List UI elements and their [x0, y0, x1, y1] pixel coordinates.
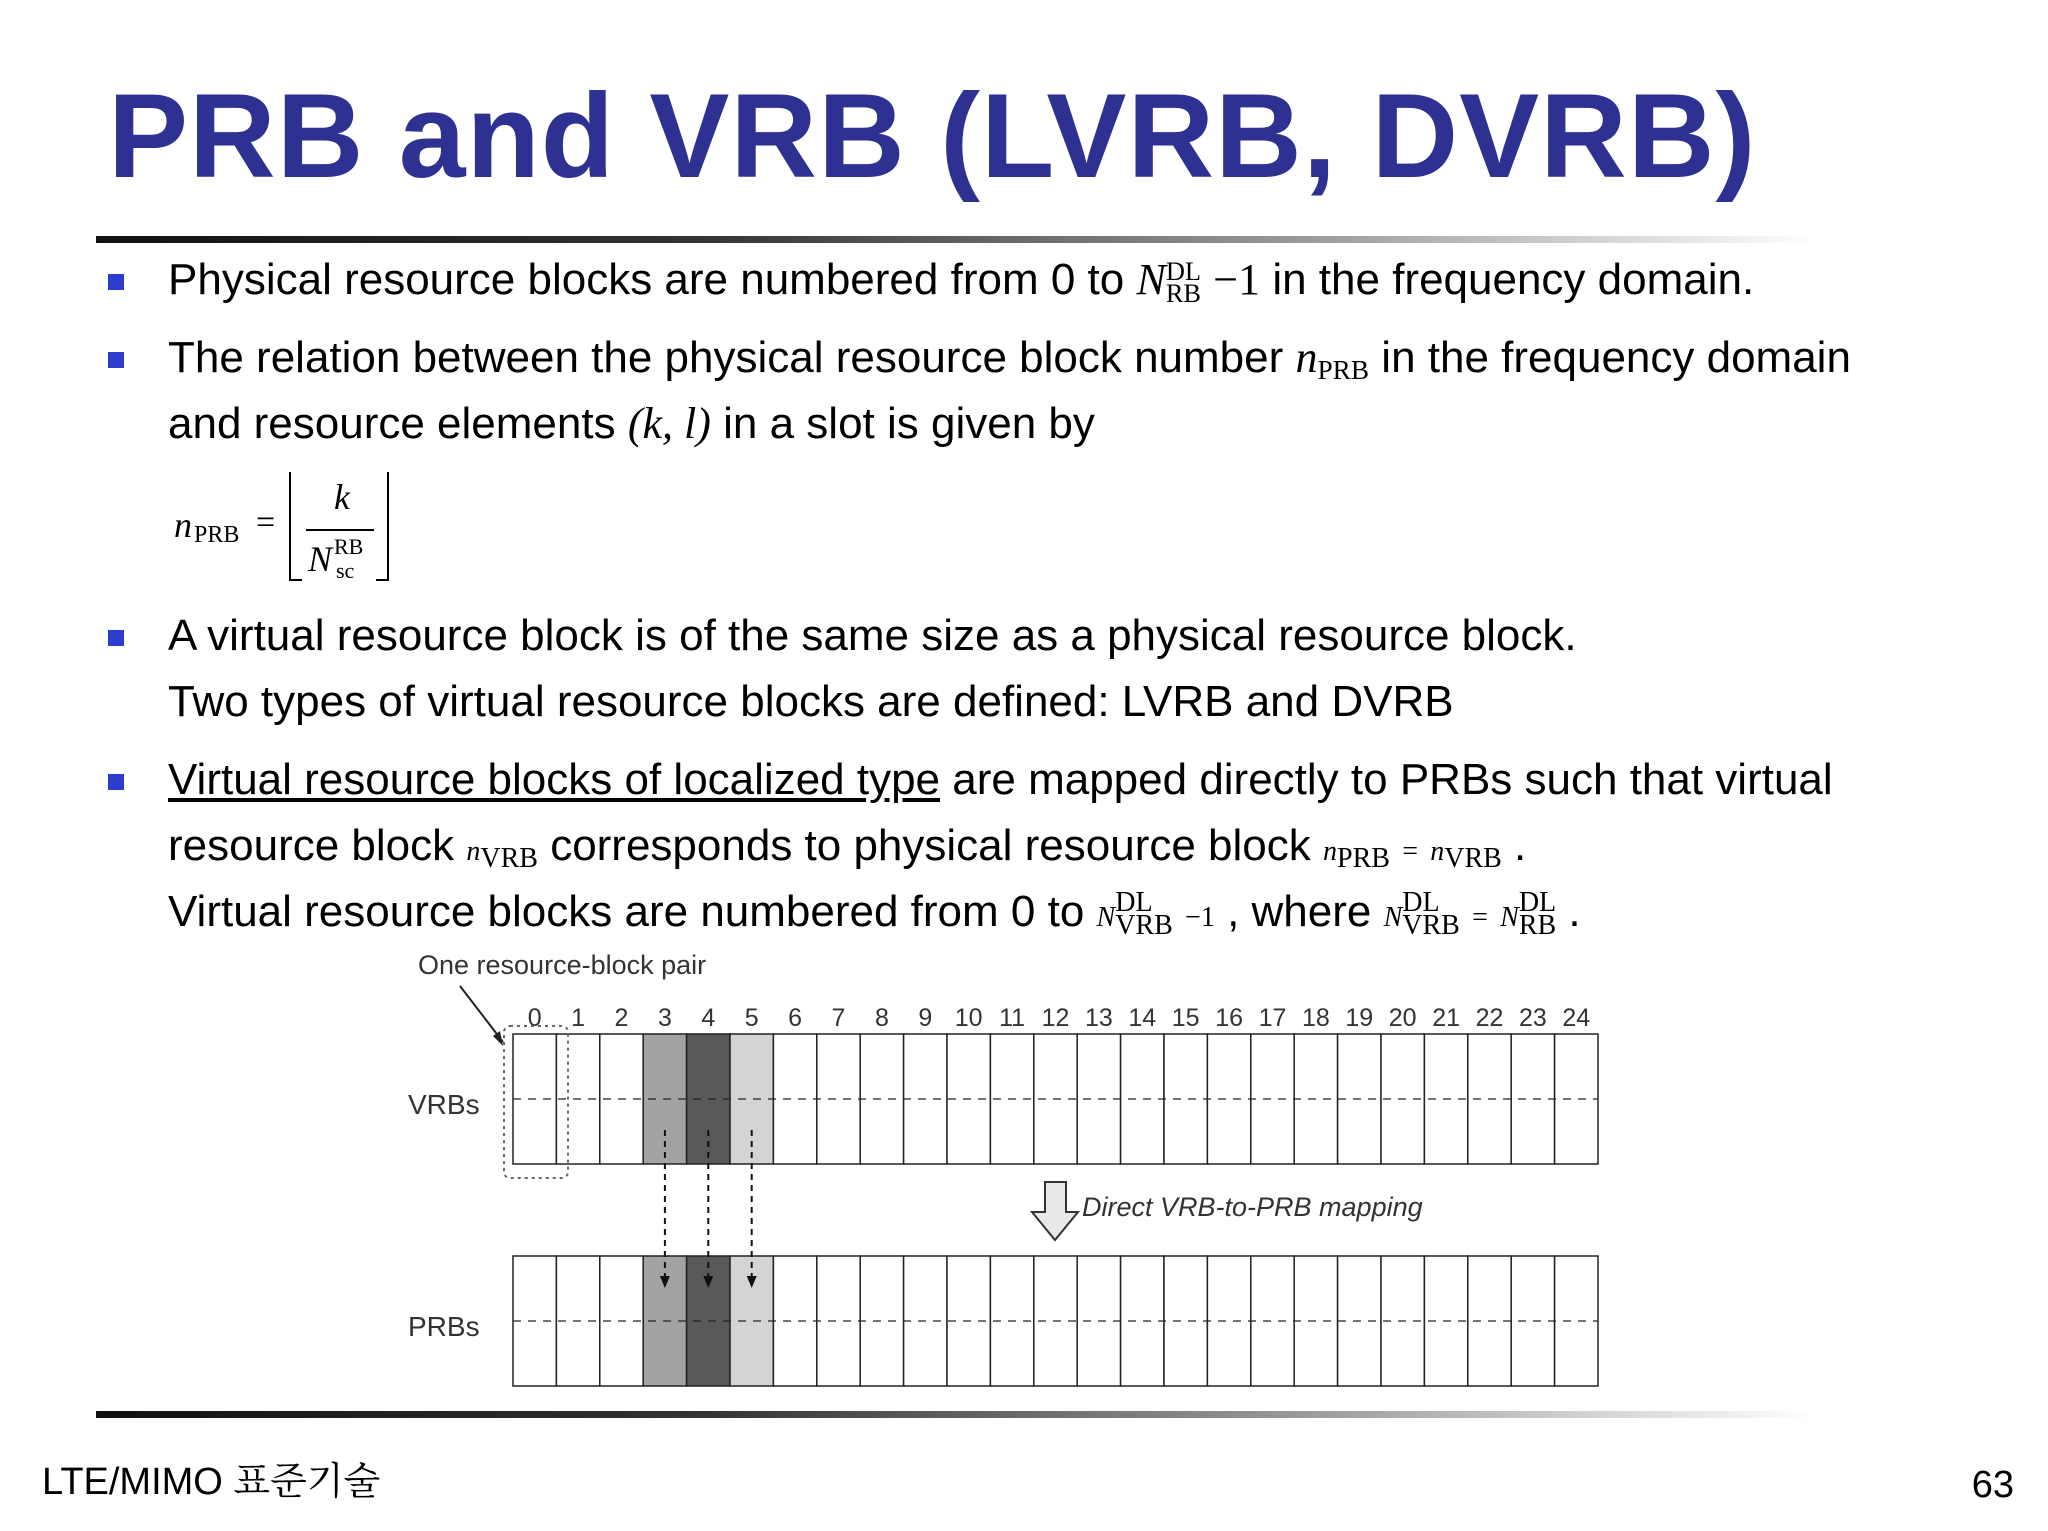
rb-index-label: 5 — [744, 1004, 759, 1032]
formula-n: n — [174, 505, 192, 545]
prb-cell — [1251, 1256, 1294, 1386]
rb-index-label: 23 — [1518, 1004, 1547, 1032]
rb-index-label: 4 — [701, 1004, 716, 1032]
bullet-4-line2-middle: corresponds to physical resource block — [550, 821, 1311, 870]
rb-index-label: 24 — [1562, 1004, 1591, 1032]
prb-cell — [1207, 1256, 1250, 1386]
rb-index-label: 13 — [1084, 1004, 1113, 1032]
rb-index-label: 6 — [788, 1004, 803, 1032]
bullet-4-eq-rhs-n: n — [1430, 836, 1445, 867]
bullet-4-eq-rhs-sub: VRB — [1444, 843, 1502, 874]
bullet-4-line3-middle: , where — [1227, 887, 1372, 936]
bullet-4-N1-sup: DL — [1115, 886, 1153, 918]
bullet-1-sub: RB — [1165, 278, 1202, 309]
formula-den-sup: RB — [334, 534, 364, 559]
rb-index-label: 8 — [874, 1004, 889, 1032]
bullet-1-text-before: Physical resource blocks are numbered from 0 to — [168, 255, 1125, 304]
rb-index-label: 15 — [1171, 1004, 1200, 1032]
rb-index-label: 9 — [918, 1004, 933, 1032]
formula-den-sub: sc — [336, 558, 355, 583]
bullet-4-N2-sup: DL — [1402, 886, 1440, 918]
bullet-1-minus-one: −1 — [1213, 255, 1261, 304]
bullet-4-line3-end: . — [1568, 887, 1581, 936]
bullet-2-n-sub: PRB — [1317, 354, 1370, 385]
bullet-4-N3: N — [1500, 902, 1519, 933]
bullet-2-line1-before: The relation between the physical resource block number — [168, 333, 1284, 382]
bullet-2-kl: (k, l) — [627, 399, 711, 448]
rb-index-label: 12 — [1041, 1004, 1070, 1032]
bullet-4-N2-sub: VRB — [1402, 910, 1460, 942]
footer-text: LTE/MIMO 표준기술 — [42, 1461, 381, 1503]
pair-pointer-arrowhead — [493, 1031, 503, 1046]
rb-index-label: 7 — [831, 1004, 846, 1032]
slide-title: PRB and VRB (LVRB, DVRB) — [108, 69, 1757, 203]
pair-label: One resource-block pair — [418, 950, 707, 980]
bullet-2-line2-before: and resource elements — [168, 399, 616, 448]
rb-index-label: 17 — [1258, 1004, 1287, 1032]
vrb-cell — [860, 1034, 903, 1164]
formula-equals: = — [256, 504, 276, 541]
rb-index-label: 11 — [999, 1004, 1026, 1032]
prbs-label: PRBs — [408, 1311, 480, 1342]
rb-index-label: 20 — [1388, 1004, 1417, 1032]
bullet-4-nvrb-sub: VRB — [480, 843, 538, 874]
bullet-4-line2-before: resource block — [168, 821, 455, 870]
vrb-cell — [1121, 1034, 1164, 1164]
rb-index-label: 2 — [614, 1004, 629, 1032]
vrb-cell — [1251, 1034, 1294, 1164]
rb-index-label: 21 — [1432, 1004, 1461, 1032]
page-number: 63 — [1971, 1464, 2014, 1506]
bullet-1-text-after: in the frequency domain. — [1272, 255, 1755, 304]
bullet-4-line2-end: . — [1514, 821, 1527, 870]
bullet-4-N-eq: = — [1472, 902, 1488, 933]
bullet-4-line3-before: Virtual resource blocks are numbered from 0 to — [168, 887, 1085, 936]
rb-index-label: 10 — [954, 1004, 983, 1032]
rb-index-label: 1 — [571, 1004, 586, 1032]
bullet-2-line1-after: in the frequency domain — [1381, 333, 1851, 382]
vrb-cell — [817, 1034, 860, 1164]
bullet-4-N1-sub: VRB — [1115, 910, 1173, 942]
rb-index-label: 18 — [1301, 1004, 1330, 1032]
formula-numerator: k — [334, 477, 350, 517]
rb-index-label: 14 — [1128, 1004, 1157, 1032]
rb-index-label: 3 — [657, 1004, 672, 1032]
vrb-cell — [1207, 1034, 1250, 1164]
bullet-1-sup: DL — [1165, 255, 1201, 286]
bullet-4-eq-lhs-sub: PRB — [1337, 843, 1390, 874]
bullet-2-n: n — [1295, 333, 1318, 382]
rb-index-label: 0 — [527, 1004, 542, 1032]
bullet-4-N1: N — [1096, 902, 1116, 933]
mapping-arrow-icon — [1032, 1182, 1078, 1240]
bullet-4-N3-sup: DL — [1518, 886, 1557, 918]
bullet-4-line1-after: are mapped directly to PRBs such that virtual — [952, 755, 1833, 804]
bullet-4-eq-lhs-n: n — [1323, 836, 1338, 867]
rb-index-label: 22 — [1475, 1004, 1504, 1032]
rb-index-label: 16 — [1215, 1004, 1244, 1032]
bullet-3-line-2: Two types of virtual resource blocks are defined: LVRB and DVRB — [168, 677, 1454, 726]
formula-n-sub: PRB — [194, 522, 240, 548]
bullet-4-N2: N — [1383, 902, 1403, 933]
bullet-4-nvrb-n: n — [466, 836, 481, 867]
vrb-cell — [1555, 1034, 1598, 1164]
mapping-label: Direct VRB-to-PRB mapping — [1082, 1192, 1423, 1222]
prb-cell — [1164, 1256, 1207, 1386]
prb-cell — [1121, 1256, 1164, 1386]
vrb-cell — [1164, 1034, 1207, 1164]
bullet-4-N3-sub: RB — [1518, 910, 1557, 942]
bottom-divider — [96, 1411, 1816, 1418]
bullet-4-N1-minus-one: −1 — [1185, 902, 1215, 933]
prb-cell — [817, 1256, 860, 1386]
prb-cell — [1555, 1256, 1598, 1386]
bullet-4-eq-sign: = — [1402, 836, 1418, 867]
bullet-3-line-1: A virtual resource block is of the same size as a physical resource block. — [168, 611, 1577, 660]
vrb-cell — [773, 1034, 816, 1164]
bullet-1-N: N — [1136, 255, 1166, 304]
formula-den-N: N — [308, 539, 333, 579]
prb-cell — [860, 1256, 903, 1386]
rb-index-label: 19 — [1345, 1004, 1374, 1032]
prb-cell — [773, 1256, 816, 1386]
vrbs-label: VRBs — [408, 1089, 480, 1120]
bullet-4-underlined: Virtual resource blocks of localized type — [168, 755, 941, 804]
bullet-2-line2-after: in a slot is given by — [723, 399, 1095, 448]
